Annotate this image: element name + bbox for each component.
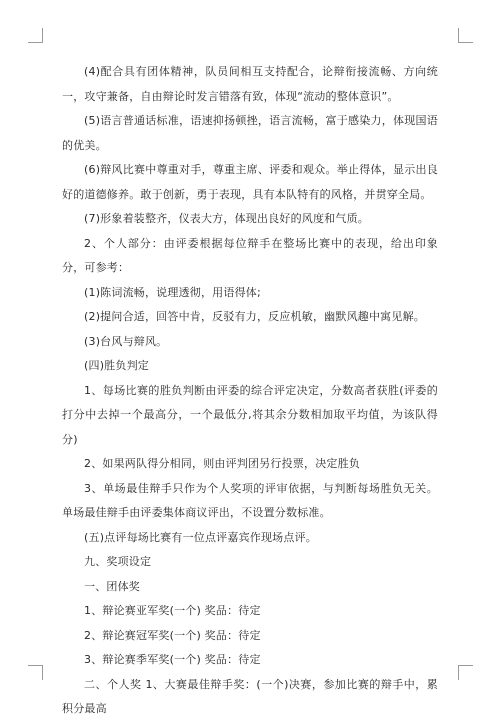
crop-mark-top-left	[28, 28, 43, 43]
paragraph-debate-style: (6)辩风比赛中尊重对手，尊重主席、评委和观众。举止得体，显示出良好的道德修养。敢于创新，勇于表现，具有本队特有的风格，并贯穿全局。	[62, 163, 438, 201]
paragraph-criterion-1: (1)陈词流畅，说理透彻，用语得体;	[84, 285, 261, 299]
crop-mark-bottom-right	[458, 665, 473, 680]
paragraph-appearance: (7)形象着装整齐，仪表大方，体现出良好的风度和气质。	[84, 212, 369, 225]
paragraph-individual-awards: 二、个人奖 1、大赛最佳辩手奖：(一个)决赛，参加比赛的辩手中，累积分最高	[62, 677, 438, 715]
crop-mark-top-right	[458, 28, 473, 43]
paragraph-criterion-3: (3)台风与辩风。	[84, 334, 168, 348]
subheading-team-awards: 一、团体奖	[84, 579, 140, 593]
section-heading-judgement: (四)胜负判定	[84, 359, 149, 372]
section-heading-awards: 九、奖项设定	[84, 555, 152, 568]
crop-mark-bottom-left	[28, 665, 43, 680]
paragraph-judgement-2: 2、如果两队得分相同，则由评判团另行投票，决定胜负	[84, 457, 360, 470]
paragraph-judgement-1: 1、每场比赛的胜负判断由评委的综合评定决定，分数高者获胜(评委的打分中去掉一个最高分，一个最低分,将其余分数相加取平均值，为该队得分)	[62, 383, 438, 446]
list-item-award-third: 3、辩论赛季军奖(一个) 奖品：待定	[84, 653, 261, 666]
document-body	[62, 60, 438, 722]
paragraph-individual-part: 2、个人部分：由评委根据每位辩手在整场比赛中的表现，给出印象分，可参考：	[62, 236, 438, 274]
paragraph-commentary: (五)点评每场比赛有一位点评嘉宾作现场点评。	[84, 530, 317, 544]
list-item-award-runner-up: 1、辩论赛亚军奖(一个) 奖品：待定	[84, 604, 261, 617]
paragraph-judgement-3: 3、单场最佳辩手只作为个人奖项的评审依据，与判断每场胜负无关。单场最佳辩手由评委集体商议评出，不设置分数标准。	[62, 481, 438, 519]
paragraph-teamwork: (4)配合具有团体精神，队员间相互支持配合，论辩衔接流畅、方向统一，攻守兼备，自由辩论时发言错落有致，体现“流动的整体意识”。	[62, 65, 438, 103]
paragraph-criterion-2: (2)提问合适，回答中肯，反驳有力，反应机敏，幽默风趣中寓见解。	[84, 310, 425, 323]
paragraph-language: (5)语言普通话标准，语速抑扬顿挫，语言流畅，富于感染力，体现国语的优美。	[62, 114, 438, 152]
list-item-award-champion: 2、辩论赛冠军奖(一个) 奖品：待定	[84, 628, 261, 642]
